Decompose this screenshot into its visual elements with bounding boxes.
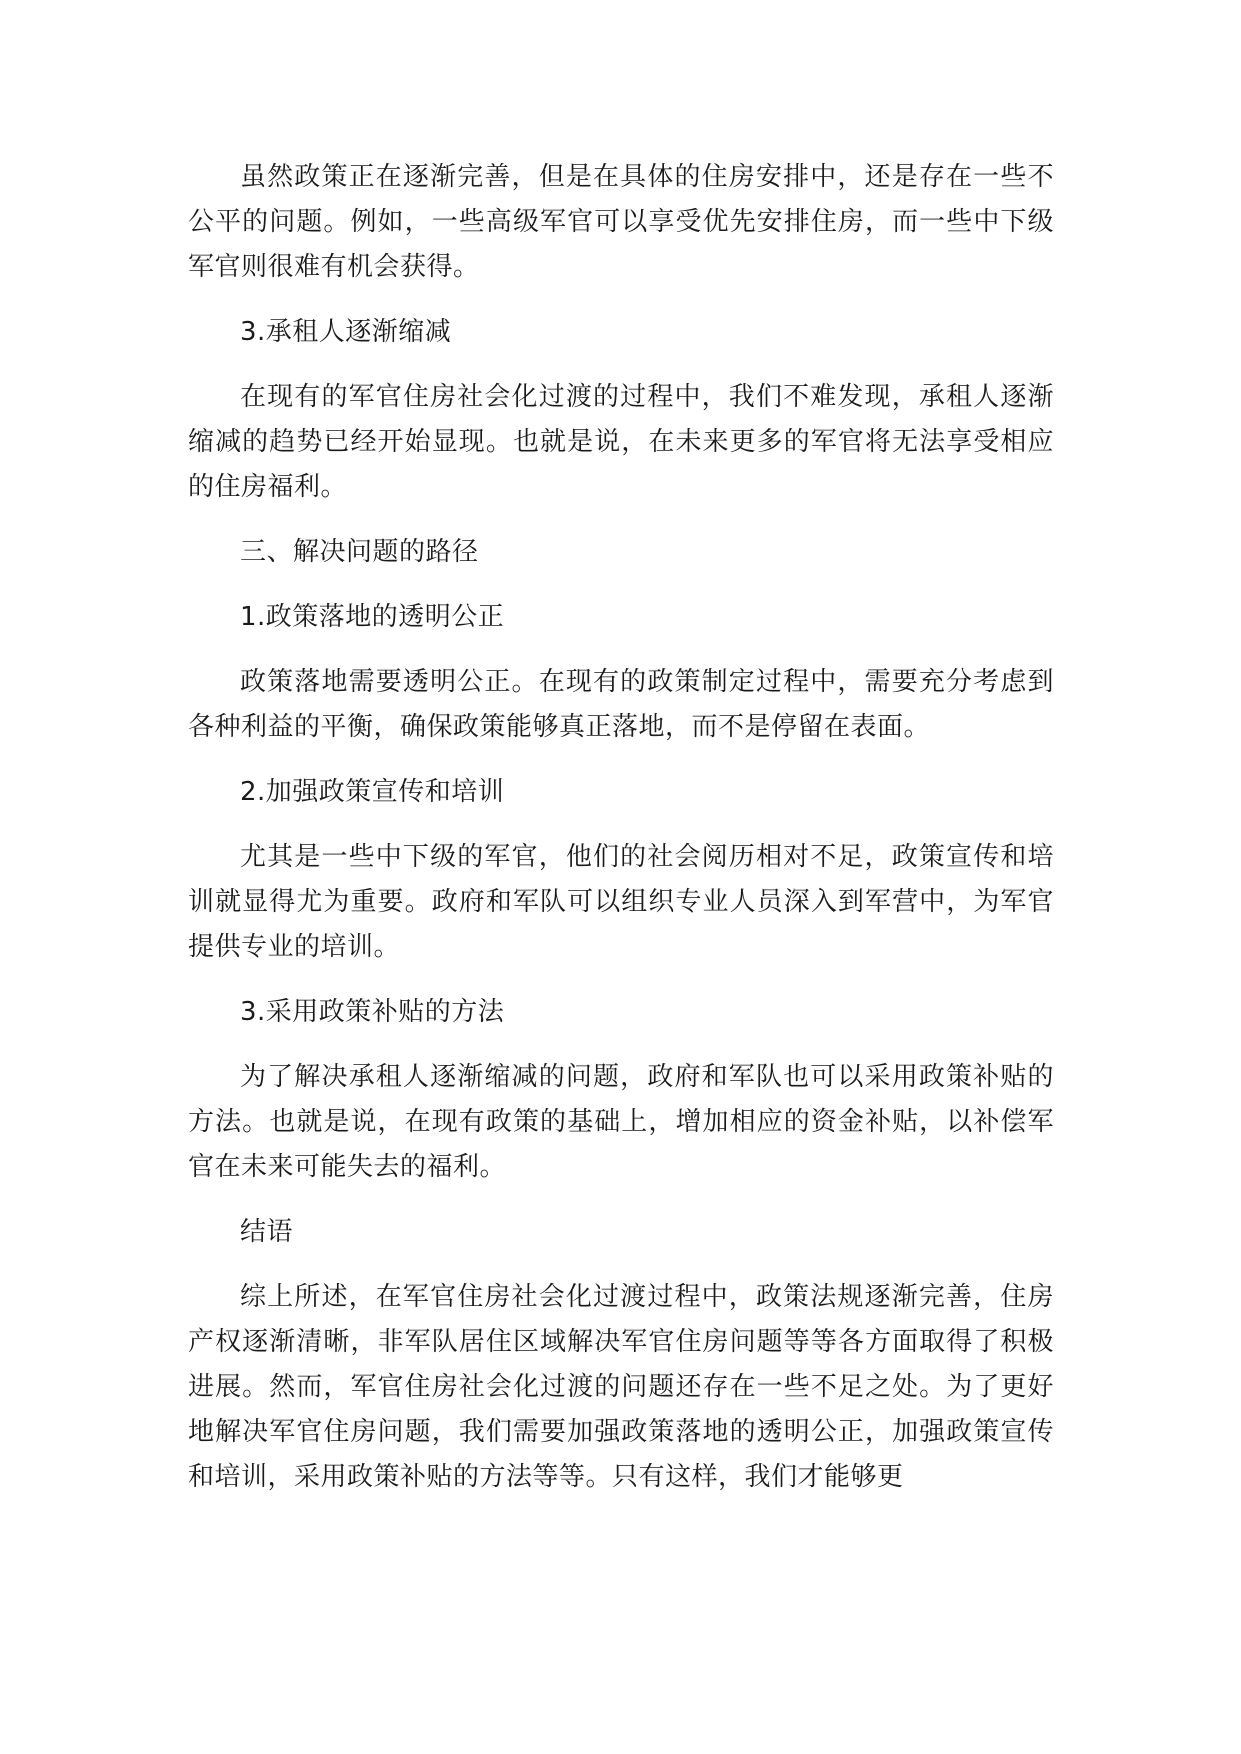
paragraph-policy-training: 尤其是一些中下级的军官，他们的社会阅历相对不足，政策宣传和培训就显得尤为重要。政府和军队可以组织专业人员深入到军营中，为军官提供专业的培训。 — [188, 842, 1054, 962]
paragraph-policy-subsidy: 为了解决承租人逐渐缩减的问题，政府和军队也可以采用政策补贴的方法。也就是说，在现有政策的基础上，增加相应的资金补贴，以补偿军官在未来可能失去的福利。 — [188, 1062, 1054, 1182]
paragraph-tenants-decreasing: 在现有的军官住房社会化过渡的过程中，我们不难发现，承租人逐渐缩减的趋势已经开始显现。也就是说，在未来更多的军官将无法享受相应的住房福利。 — [188, 382, 1054, 502]
heading-tenants-decreasing: 3.承租人逐渐缩减 — [240, 317, 452, 347]
section-heading-solutions: 三、解决问题的路径 — [240, 537, 479, 567]
document-page — [188, 155, 1054, 1520]
heading-conclusion: 结语 — [240, 1217, 294, 1247]
paragraph-housing-unfairness: 虽然政策正在逐渐完善，但是在具体的住房安排中，还是存在一些不公平的问题。例如，一些高级军官可以享受优先安排住房，而一些中下级军官则很难有机会获得。 — [188, 162, 1054, 282]
heading-policy-subsidy: 3.采用政策补贴的方法 — [240, 997, 505, 1027]
paragraph-policy-transparency: 政策落地需要透明公正。在现有的政策制定过程中，需要充分考虑到各种利益的平衡，确保政策能够真正落地，而不是停留在表面。 — [188, 667, 1054, 742]
heading-policy-training: 2.加强政策宣传和培训 — [240, 777, 505, 807]
heading-policy-transparency: 1.政策落地的透明公正 — [240, 602, 505, 632]
paragraph-conclusion: 综上所述，在军官住房社会化过渡过程中，政策法规逐渐完善，住房产权逐渐清晰，非军队居住区域解决军官住房问题等等各方面取得了积极进展。然而，军官住房社会化过渡的问题还存在一些不足之处。为了更好地解决军官住房问题，我们需要加强政策落地的透明公正，加强政策宣传和培训，采用政策补贴的方法等等。只有这样，我们才能够更 — [188, 1282, 1054, 1492]
